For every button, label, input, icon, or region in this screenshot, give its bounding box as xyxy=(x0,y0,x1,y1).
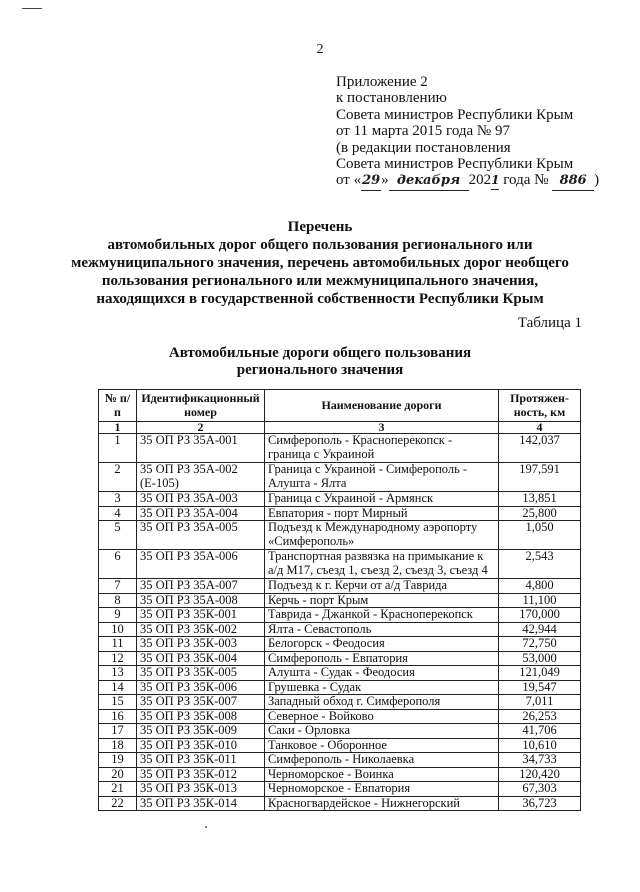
identifier-cell: 35 ОП РЗ 35К-008 xyxy=(137,709,265,724)
table-row xyxy=(99,463,581,492)
table-row xyxy=(99,579,581,594)
identifier-cell: 35 ОП РЗ 35А-007 xyxy=(137,579,265,594)
appendix-line: Совета министров Республики Крым xyxy=(336,106,574,123)
table-row xyxy=(99,637,581,652)
table-row xyxy=(99,550,581,579)
road-name-cell: Грушевка - Судак xyxy=(265,680,499,695)
row-number-cell: 21 xyxy=(99,782,137,797)
table-row xyxy=(99,506,581,521)
table-label: Таблица 1 xyxy=(517,315,582,331)
road-name-cell: Граница с Украиной - Армянск xyxy=(265,492,499,507)
table-row xyxy=(99,651,581,666)
road-name-cell: Черноморское - Евпатория xyxy=(265,782,499,797)
date-quote: » xyxy=(381,172,389,189)
length-cell: 4,800 xyxy=(499,579,581,594)
road-name-cell: Таврида - Джанкой - Красноперекопск xyxy=(265,608,499,623)
table-row xyxy=(99,724,581,739)
length-cell: 2,543 xyxy=(499,550,581,579)
table-row xyxy=(99,593,581,608)
row-number-cell: 7 xyxy=(99,579,137,594)
road-name-cell: Алушта - Судак - Феодосия xyxy=(265,666,499,681)
length-cell: 67,303 xyxy=(499,782,581,797)
row-number-cell: 12 xyxy=(99,651,137,666)
length-cell: 19,547 xyxy=(499,680,581,695)
table-row xyxy=(99,434,581,463)
row-number-cell: 1 xyxy=(99,434,137,463)
subtitle-line: Автомобильные дороги общего пользования xyxy=(168,345,472,361)
identifier-cell: 35 ОП РЗ 35К-007 xyxy=(137,695,265,710)
road-name-cell: Белогорск - Феодосия xyxy=(265,637,499,652)
appendix-block xyxy=(336,74,599,191)
year-prefix: 202 xyxy=(468,172,492,189)
handwritten-resolution-number: 886 xyxy=(552,173,594,190)
table-row xyxy=(99,666,581,681)
document-title xyxy=(40,218,600,308)
row-number-cell: 16 xyxy=(99,709,137,724)
identifier-cell: 35 ОП РЗ 35А-005 xyxy=(137,521,265,550)
identifier-cell: 35 ОП РЗ 35К-006 xyxy=(137,680,265,695)
road-name-cell: Транспортная развязка на примыкание к а/д М17, съезд 1, съезд 2, съезд 3, съезд 4 xyxy=(265,550,499,579)
length-cell: 72,750 xyxy=(499,637,581,652)
appendix-line: к постановлению xyxy=(336,90,447,107)
row-number-cell: 2 xyxy=(99,463,137,492)
table-row xyxy=(99,796,581,811)
appendix-line: Совета министров Республики Крым xyxy=(336,156,574,173)
handwritten-day: 29 xyxy=(361,173,381,190)
row-number-cell: 17 xyxy=(99,724,137,739)
column-number: 1 xyxy=(99,422,137,434)
appendix-line: Приложение 2 xyxy=(336,74,428,90)
row-number-cell: 8 xyxy=(99,593,137,608)
road-name-cell: Подъезд к Международному аэропорту «Симферополь» xyxy=(265,521,499,550)
row-number-cell: 4 xyxy=(99,506,137,521)
table-row xyxy=(99,680,581,695)
length-cell: 10,610 xyxy=(499,738,581,753)
row-number-cell: 10 xyxy=(99,622,137,637)
table-subtitle xyxy=(40,345,600,379)
table-row xyxy=(99,782,581,797)
length-cell: 25,800 xyxy=(499,506,581,521)
road-name-cell: Керчь - порт Крым xyxy=(265,593,499,608)
length-cell: 120,420 xyxy=(499,767,581,782)
header-number: № п/п xyxy=(99,390,137,422)
handwritten-year-digit: 1 xyxy=(491,172,499,189)
identifier-cell: 35 ОП РЗ 35К-001 xyxy=(137,608,265,623)
road-name-cell: Танковое - Оборонное xyxy=(265,738,499,753)
table-row xyxy=(99,709,581,724)
length-cell: 41,706 xyxy=(499,724,581,739)
length-cell: 1,050 xyxy=(499,521,581,550)
row-number-cell: 11 xyxy=(99,637,137,652)
identifier-cell: 35 ОП РЗ 35А-008 xyxy=(137,593,265,608)
row-number-cell: 13 xyxy=(99,666,137,681)
road-name-cell: Северное - Войково xyxy=(265,709,499,724)
identifier-cell: 35 ОП РЗ 35А-003 xyxy=(137,492,265,507)
length-cell: 7,011 xyxy=(499,695,581,710)
length-cell: 197,591 xyxy=(499,463,581,492)
header-identifier: Идентификационный номер xyxy=(137,390,265,422)
identifier-cell: 35 ОП РЗ 35К-012 xyxy=(137,767,265,782)
road-name-cell: Западный обход г. Симферополя xyxy=(265,695,499,710)
table-row xyxy=(99,753,581,768)
length-cell: 42,944 xyxy=(499,622,581,637)
row-number-cell: 19 xyxy=(99,753,137,768)
length-cell: 170,000 xyxy=(499,608,581,623)
scan-dot xyxy=(205,826,207,828)
table-row xyxy=(99,492,581,507)
identifier-cell: 35 ОП РЗ 35А-006 xyxy=(137,550,265,579)
header-length: Протяжен-ность, км xyxy=(499,390,581,422)
length-cell: 26,253 xyxy=(499,709,581,724)
road-name-cell: Симферополь - Николаевка xyxy=(265,753,499,768)
row-number-cell: 5 xyxy=(99,521,137,550)
title-line: пользования регионального или межмуниципального значения, xyxy=(101,273,539,289)
column-number-row xyxy=(99,422,581,434)
title-line: находящихся в государственной собственности Республики Крым xyxy=(96,291,544,307)
date-prefix: от « xyxy=(336,172,362,189)
table-row xyxy=(99,521,581,550)
length-cell: 36,723 xyxy=(499,796,581,811)
table-header-row xyxy=(99,390,581,422)
year-suffix: года № xyxy=(499,172,553,189)
identifier-cell: 35 ОП РЗ 35А-002 (Е-105) xyxy=(137,463,265,492)
road-name-cell: Красногвардейское - Нижнегорский xyxy=(265,796,499,811)
row-number-cell: 6 xyxy=(99,550,137,579)
table-body xyxy=(99,434,581,811)
identifier-cell: 35 ОП РЗ 35А-004 xyxy=(137,506,265,521)
length-cell: 34,733 xyxy=(499,753,581,768)
length-cell: 53,000 xyxy=(499,651,581,666)
road-name-cell: Саки - Орловка xyxy=(265,724,499,739)
appendix-line: от 11 марта 2015 года № 97 xyxy=(336,123,510,140)
identifier-cell: 35 ОП РЗ 35К-002 xyxy=(137,622,265,637)
length-cell: 11,100 xyxy=(499,593,581,608)
row-number-cell: 9 xyxy=(99,608,137,623)
length-cell: 13,851 xyxy=(499,492,581,507)
road-name-cell: Граница с Украиной - Симферополь - Алушта - Ялта xyxy=(265,463,499,492)
identifier-cell: 35 ОП РЗ 35К-009 xyxy=(137,724,265,739)
row-number-cell: 22 xyxy=(99,796,137,811)
table-row xyxy=(99,695,581,710)
table-row xyxy=(99,767,581,782)
table-row xyxy=(99,622,581,637)
header-road-name: Наименование дороги xyxy=(265,390,499,422)
handwritten-month: декабря xyxy=(389,173,469,190)
title-line: автомобильных дорог общего пользования регионального или xyxy=(107,237,533,253)
road-name-cell: Черноморское - Воинка xyxy=(265,767,499,782)
title-line: Перечень xyxy=(287,219,353,235)
title-line: межмуниципального значения, перечень автомобильных дорог необщего xyxy=(71,255,569,271)
road-name-cell: Симферополь - Красноперекопск - граница с Украиной xyxy=(265,434,499,463)
column-number: 4 xyxy=(499,422,581,434)
road-name-cell: Евпатория - порт Мирный xyxy=(265,506,499,521)
row-number-cell: 14 xyxy=(99,680,137,695)
road-name-cell: Симферополь - Евпатория xyxy=(265,651,499,666)
identifier-cell: 35 ОП РЗ 35К-003 xyxy=(137,637,265,652)
identifier-cell: 35 ОП РЗ 35К-014 xyxy=(137,796,265,811)
row-number-cell: 3 xyxy=(99,492,137,507)
identifier-cell: 35 ОП РЗ 35К-010 xyxy=(137,738,265,753)
identifier-cell: 35 ОП РЗ 35К-005 xyxy=(137,666,265,681)
scan-artifact-line xyxy=(22,8,42,9)
identifier-cell: 35 ОП РЗ 35К-011 xyxy=(137,753,265,768)
appendix-line: (в редакции постановления xyxy=(336,139,511,156)
identifier-cell: 35 ОП РЗ 35К-013 xyxy=(137,782,265,797)
closing-paren: ) xyxy=(594,172,600,189)
road-name-cell: Ялта - Севастополь xyxy=(265,622,499,637)
road-name-cell: Подъезд к г. Керчи от а/д Таврида xyxy=(265,579,499,594)
table-row xyxy=(99,738,581,753)
identifier-cell: 35 ОП РЗ 35К-004 xyxy=(137,651,265,666)
length-cell: 142,037 xyxy=(499,434,581,463)
identifier-cell: 35 ОП РЗ 35А-001 xyxy=(137,434,265,463)
resolution-date-line xyxy=(336,172,599,190)
page-number: 2 xyxy=(316,42,324,57)
table-row xyxy=(99,608,581,623)
row-number-cell: 18 xyxy=(99,738,137,753)
column-number: 2 xyxy=(137,422,265,434)
roads-table xyxy=(98,389,581,811)
row-number-cell: 15 xyxy=(99,695,137,710)
subtitle-line: регионального значения xyxy=(236,362,404,378)
column-number: 3 xyxy=(265,422,499,434)
length-cell: 121,049 xyxy=(499,666,581,681)
row-number-cell: 20 xyxy=(99,767,137,782)
